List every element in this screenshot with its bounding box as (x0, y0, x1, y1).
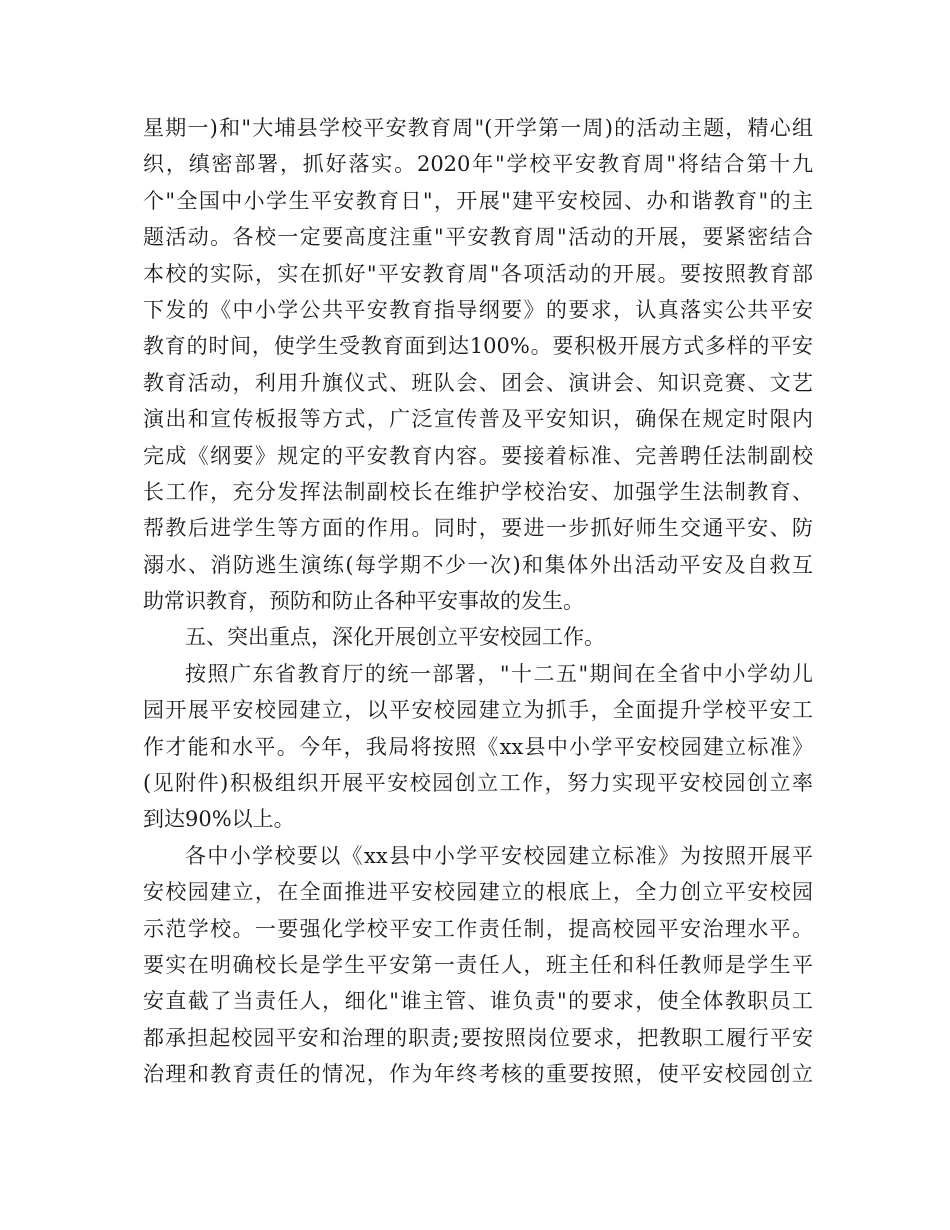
paragraph-1 (143, 110, 813, 619)
text-line: 完成《纲要》规定的平安教育内容。要接着标准、完善聘任法制副校 (143, 443, 813, 468)
text-line: 作才能和水平。今年，我局将按照《xx县中小学平安校园建立标准》 (143, 734, 813, 759)
text-line: 都承担起校园平安和治理的职责;要按照岗位要求，把教职工履行平安 (143, 1025, 813, 1050)
text-line: 安直截了当责任人，细化"谁主管、谁负责"的要求，使全体教职员工 (143, 989, 813, 1014)
text-line: 示范学校。一要强化学校平安工作责任制，提高校园平安治理水平。 (143, 916, 813, 941)
text-line: 教育活动，利用升旗仪式、班队会、团会、演讲会、知识竞赛、文艺 (143, 370, 813, 395)
text-line: (见附件)积极组织开展平安校园创立工作，努力实现平安校园创立率 (143, 771, 813, 796)
paragraph-3 (143, 838, 813, 1093)
text-line: 园开展平安校园建立，以平安校园建立为抓手，全面提升学校平安工 (143, 698, 813, 723)
text-line: 个"全国中小学生平安教育日"，开展"建平安校园、办和谐教育"的主 (143, 188, 813, 213)
text-line: 各中小学校要以《xx县中小学平安校园建立标准》为按照开展平 (185, 843, 813, 868)
text-line: 要实在明确校长是学生平安第一责任人，班主任和科任教师是学生平 (143, 952, 813, 977)
text-line: 演出和宣传板报等方式，广泛宣传普及平安知识，确保在规定时限内 (143, 407, 813, 432)
text-line: 星期一)和"大埔县学校平安教育周"(开学第一周)的活动主题，精心组 (143, 116, 813, 140)
paragraph-2 (143, 656, 813, 838)
section-heading-5 (143, 619, 813, 655)
text-line: 到达90%以上。 (143, 807, 295, 832)
text-line: 下发的《中小学公共平安教育指导纲要》的要求，认真落实公共平安 (143, 297, 813, 322)
text-line: 治理和教育责任的情况，作为年终考核的重要按照，使平安校园创立 (143, 1062, 813, 1087)
text-line: 长工作，充分发挥法制副校长在维护学校治安、加强学生法制教育、 (143, 479, 813, 504)
text-line: 按照广东省教育厅的统一部署，"十二五"期间在全省中小学幼儿 (185, 661, 813, 686)
text-line: 教育的时间，使学生受教育面到达100%。要积极开展方式多样的平安 (143, 334, 813, 359)
text-line: 溺水、消防逃生演练(每学期不少一次)和集体外出活动平安及自救互 (143, 552, 813, 577)
text-line: 本校的实际，实在抓好"平安教育周"各项活动的开展。要按照教育部 (143, 261, 813, 286)
text-line: 帮教后进学生等方面的作用。同时，要进一步抓好师生交通平安、防 (143, 516, 813, 541)
text-line: 助常识教育，预防和防止各种平安事故的发生。 (143, 589, 584, 614)
text-line: 安校园建立，在全面推进平安校园建立的根底上，全力创立平安校园 (143, 880, 813, 905)
text-line: 题活动。各校一定要高度注重"平安教育周"活动的开展，要紧密结合 (143, 225, 813, 250)
heading-line: 五、突出重点，深化开展创立平安校园工作。 (185, 625, 605, 650)
text-line: 织，缜密部署，抓好落实。2020年"学校平安教育周"将结合第十九 (143, 152, 813, 177)
document-body (143, 110, 813, 1093)
